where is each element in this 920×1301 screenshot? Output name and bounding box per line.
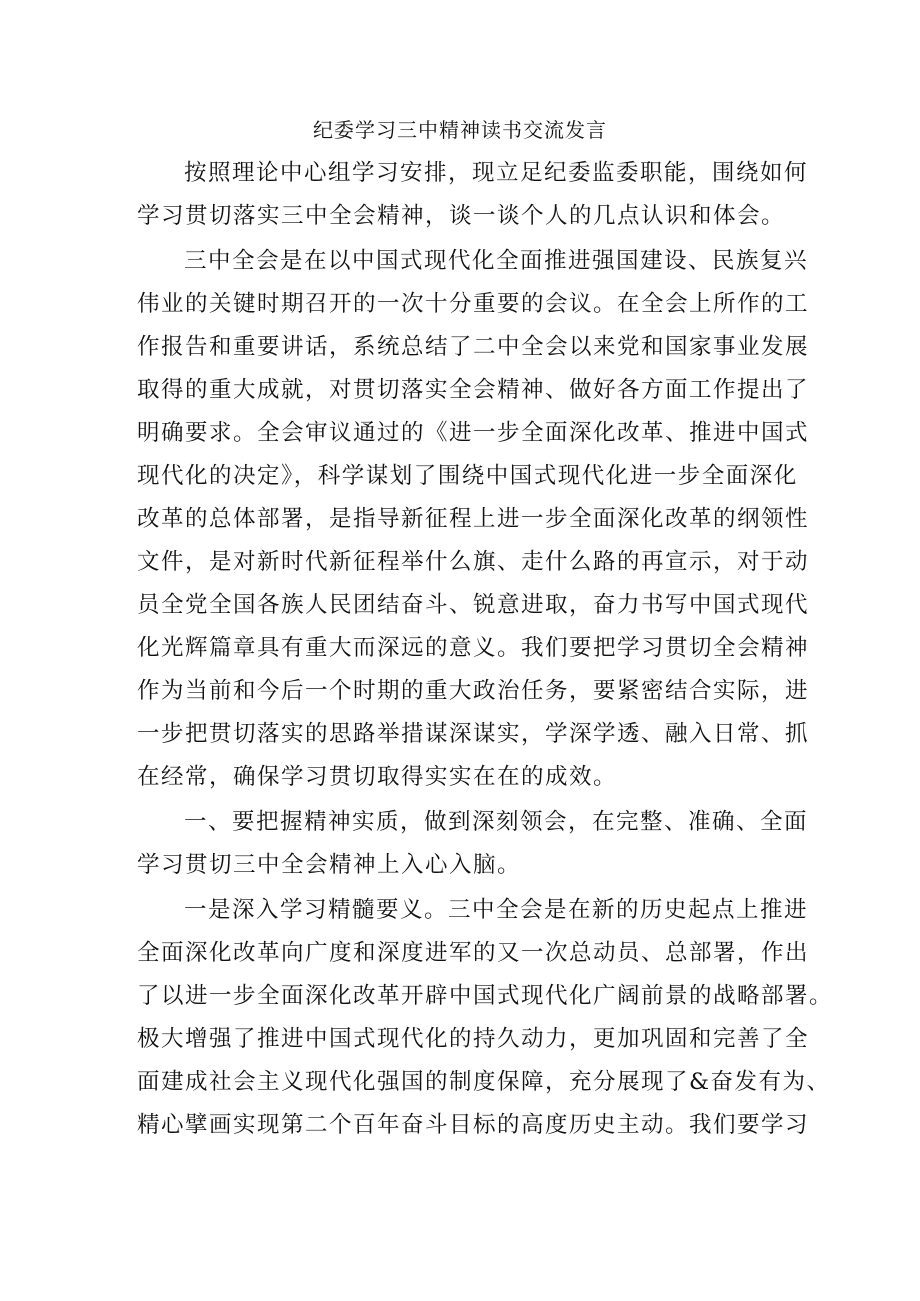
paragraph-line: 作报告和重要讲话，系统总结了二中全会以来党和国家事业发展 [137,334,810,360]
paragraph-line: 作为当前和今后一个时期的重大政治任务，要紧密结合实际，进 [137,678,810,704]
paragraph-line: 员全党全国各族人民团结奋斗、锐意进取，奋力书写中国式现代 [137,592,810,618]
document-title: 纪委学习三中精神读书交流发言 [313,118,607,142]
paragraph-line: 在经常，确保学习贯切取得实实在在的成效。 [137,764,618,790]
section-heading-line: 学习贯切三中全会精神上入心入脑。 [137,852,522,878]
paragraph-line: 化光辉篇章具有重大而深远的意义。我们要把学习贯切全会精神 [137,635,810,661]
paragraph-line: 文件，是对新时代新征程举什么旗、走什么路的再宣示，对于动 [137,549,810,575]
paragraph-line: 现代化的决定》，科学谋划了围绕中国式现代化进一步全面深化 [137,463,798,489]
paragraph-line: 按照理论中心组学习安排，现立足纪委监委职能，围绕如何 [184,160,809,186]
paragraph-line: 精心擘画实现第二个百年奋斗目标的高度历史主动。我们要学习 [137,1112,810,1138]
paragraph-line: 明确要求。全会审议通过的《进一步全面深化改革、推进中国式 [137,420,810,446]
paragraph-line: 了以进一步全面深化改革开辟中国式现代化广阔前景的战略部署。 [137,983,834,1009]
paragraph-line: 取得的重大成就，对贯切落实全会精神、做好各方面工作提出了 [137,377,810,403]
paragraph-line: 伟业的关键时期召开的一次十分重要的会议。在全会上所作的工 [137,291,810,317]
paragraph-line: 全面深化改革向广度和深度进军的又一次总动员、总部署，作出 [137,940,810,966]
paragraph-line: 一步把贯切落实的思路举措谋深谋实，学深学透、融入日常、抓 [137,721,810,747]
paragraph-line: 三中全会是在以中国式现代化全面推进强国建设、民族复兴 [184,248,809,274]
paragraph-line: 改革的总体部署，是指导新征程上进一步全面深化改革的纲领性 [137,506,810,532]
section-heading-line: 一、要把握精神实质，做到深刻领会，在完整、准确、全面 [184,809,809,835]
paragraph-line: 一是深入学习精髓要义。三中全会是在新的历史起点上推进 [184,897,809,923]
paragraph-line: 面建成社会主义现代化强国的制度保障，充分展现了&奋发有为、 [137,1069,831,1095]
paragraph-line: 学习贯切落实三中全会精神，谈一谈个人的几点认识和体会。 [137,203,786,229]
paragraph-line: 极大增强了推进中国式现代化的持久动力，更加巩固和完善了全 [137,1026,810,1052]
